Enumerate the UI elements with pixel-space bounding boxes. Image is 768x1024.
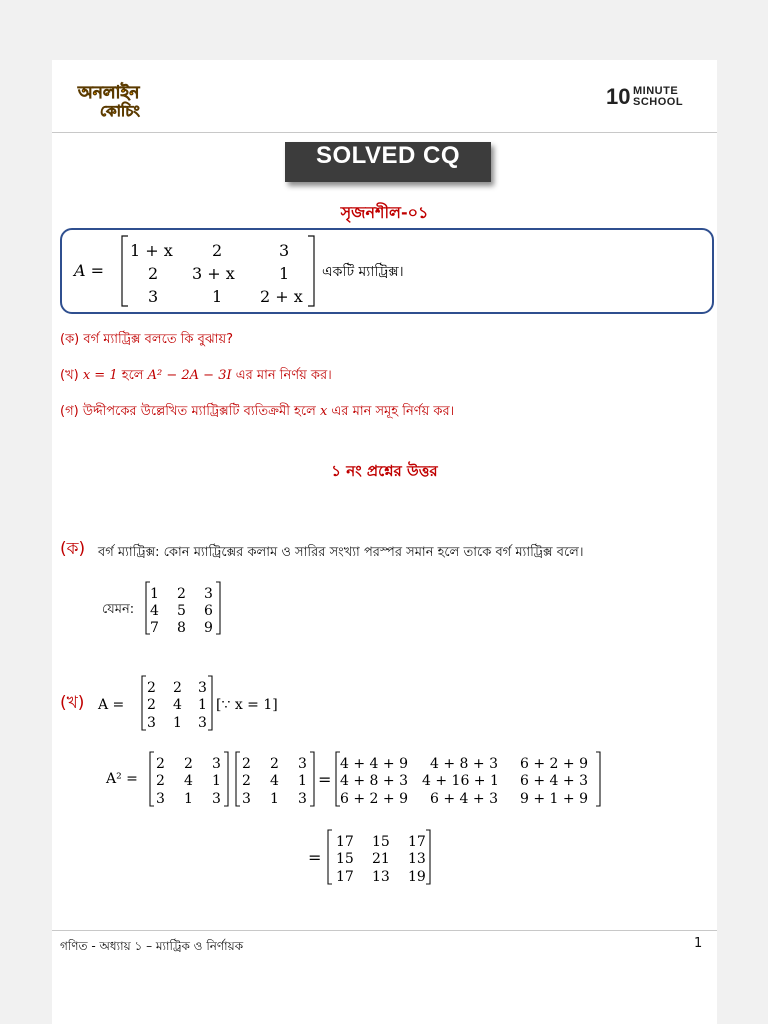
matrix-cell: 2 <box>173 680 182 696</box>
matrix-cell: 1 <box>298 773 307 789</box>
matrix-cell: 4 + 8 + 3 <box>340 773 408 789</box>
matrix-cell: 13 <box>408 851 426 867</box>
matrix-cell: 3 <box>198 715 207 731</box>
matrix-cell: 2 <box>156 756 165 772</box>
answer-ka-definition: বর্গ ম্যাট্রিক্স: কোন ম্যাট্রিক্সের কলাম ও সারির সংখ্যা পরস্পর সমান হলে তাকে বর্গ ম্যাট্রিক্স বলে। <box>98 545 584 560</box>
part-text: এর মান নির্ণয় কর। <box>235 368 332 383</box>
answer-kha-label: (খ) <box>60 693 85 713</box>
matrix-cell: 3 <box>298 791 307 807</box>
matrix-cell: 21 <box>372 851 390 867</box>
matrix-cell: 4 <box>270 773 279 789</box>
page-number: 1 <box>694 936 703 951</box>
a-squared-expansion <box>100 748 660 810</box>
part-condition: x = 1 <box>82 368 118 383</box>
matrix-cell: 6 + 4 + 3 <box>430 791 498 807</box>
matrix-cell: 13 <box>372 869 390 885</box>
matrix-cell: 7 <box>150 620 159 636</box>
matrix-cell: 2 <box>212 241 223 260</box>
matrix-cell: 15 <box>336 851 354 867</box>
question-matrix <box>62 230 712 312</box>
matrix-cell: 1 <box>212 287 223 306</box>
part-variable: x <box>319 404 328 419</box>
matrix-cell: 6 + 4 + 3 <box>520 773 588 789</box>
matrix-cell: 3 <box>198 680 207 696</box>
matrix-cell: 1 <box>270 791 279 807</box>
example-label: যেমন: <box>102 602 135 617</box>
logo-text-coaching: কোচিং <box>100 102 140 120</box>
matrix-cell: 4 <box>184 773 193 789</box>
matrix-cell: 4 <box>150 603 159 619</box>
question-part-ga <box>60 402 454 423</box>
logo-word-school: SCHOOL <box>633 96 684 108</box>
matrix-cell: 5 <box>177 603 186 619</box>
question-part-kha <box>60 366 332 387</box>
matrix-cell: 2 <box>184 756 193 772</box>
matrix-cell: 2 <box>147 697 156 713</box>
ten-minute-school-logo <box>606 82 688 112</box>
matrix-cell: 2 <box>156 773 165 789</box>
matrix-cell: 3 <box>212 791 221 807</box>
part-mid: হলে <box>121 368 144 383</box>
matrix-cell: 3 <box>204 586 213 602</box>
matrix-cell: 2 <box>177 586 186 602</box>
logo-text-online: অনলাইন <box>78 83 140 103</box>
matrix-cell: 3 <box>156 791 165 807</box>
matrix-cell: 6 + 2 + 9 <box>340 791 408 807</box>
header-divider <box>52 132 717 133</box>
left-bracket <box>122 236 128 306</box>
question-box <box>60 228 714 314</box>
footer-text: গণিত - অধ্যায় ১ – ম্যাট্রিক ও নির্ণায়ক <box>60 939 244 953</box>
part-label: (ক) <box>60 332 80 347</box>
matrix-cell: 17 <box>408 834 426 850</box>
matrix-cell: 3 <box>147 715 156 731</box>
matrix-a <box>92 672 312 734</box>
matrix-cell: 4 + 16 + 1 <box>422 773 499 789</box>
footer-divider <box>52 930 717 931</box>
equals-sign: = <box>308 848 322 867</box>
condition-note: [∵ x = 1] <box>216 697 278 713</box>
part-text: এর মান সমূহ নির্ণয় কর। <box>331 404 455 419</box>
matrix-cell: 1 <box>173 715 182 731</box>
matrix-cell: 1 <box>279 264 290 283</box>
matrix-cell: 8 <box>177 620 186 636</box>
answer-ka-label: (ক) <box>60 539 86 559</box>
part-label: (খ) <box>60 368 79 383</box>
matrix-cell: 2 <box>242 756 251 772</box>
matrix-cell: 9 <box>204 620 213 636</box>
matrix-cell: 3 + x <box>192 264 235 283</box>
part-pre: উদ্দীপকের উল্লেখিত ম্যাট্রিক্সটি ব্যতিক্রমী হলে <box>82 404 316 419</box>
question-suffix: একটি ম্যাট্রিক্স। <box>322 264 404 280</box>
online-coaching-logo <box>74 78 158 122</box>
matrix-cell: 6 + 2 + 9 <box>520 756 588 772</box>
equals-sign: = <box>318 770 332 789</box>
matrix-cell: 15 <box>372 834 390 850</box>
a-squared-result <box>302 826 452 888</box>
logo-number: 10 <box>606 84 631 109</box>
example-matrix <box>142 578 232 638</box>
matrix-cell: 17 <box>336 834 354 850</box>
solved-cq-banner: SOLVED CQ <box>285 142 491 182</box>
matrix-cell: 2 + x <box>260 287 303 306</box>
matrix-cell: 3 <box>148 287 159 306</box>
matrix-cell: 3 <box>279 241 290 260</box>
document-page <box>52 60 717 1024</box>
section-subtitle: সৃজনশীল-০১ <box>340 203 429 222</box>
matrix-cell: 19 <box>408 869 426 885</box>
matrix-cell: 6 <box>204 603 213 619</box>
part-text: বর্গ ম্যাট্রিক্স বলতে কি বুঝায়? <box>83 332 234 347</box>
matrix-cell: 2 <box>147 680 156 696</box>
logo-word-minute: MINUTE <box>633 85 679 97</box>
matrix-cell: 3 <box>242 791 251 807</box>
matrix-cell: 2 <box>148 264 159 283</box>
matrix-cell: 1 <box>150 586 159 602</box>
matrix-cell: 1 <box>212 773 221 789</box>
right-bracket <box>308 236 314 306</box>
matrix-cell: 1 + x <box>130 241 173 260</box>
a2-label: A² = <box>106 771 138 787</box>
matrix-cell: 2 <box>242 773 251 789</box>
part-label: (গ) <box>60 404 79 419</box>
matrix-cell: 2 <box>270 756 279 772</box>
matrix-cell: 4 + 8 + 3 <box>430 756 498 772</box>
matrix-cell: 4 + 4 + 9 <box>340 756 408 772</box>
matrix-cell: 4 <box>173 697 182 713</box>
a-label: A = <box>98 697 125 713</box>
matrix-cell: 3 <box>298 756 307 772</box>
matrix-cell: 9 + 1 + 9 <box>520 791 588 807</box>
answer-title: ১ নং প্রশ্নের উত্তর <box>331 462 438 480</box>
question-part-ka <box>60 330 233 351</box>
matrix-cell: 1 <box>184 791 193 807</box>
matrix-cell: 1 <box>198 697 207 713</box>
matrix-cell: 3 <box>212 756 221 772</box>
part-expression: A² − 2A − 3I <box>147 368 232 383</box>
matrix-cell: 17 <box>336 869 354 885</box>
matrix-name: A = <box>74 261 105 280</box>
